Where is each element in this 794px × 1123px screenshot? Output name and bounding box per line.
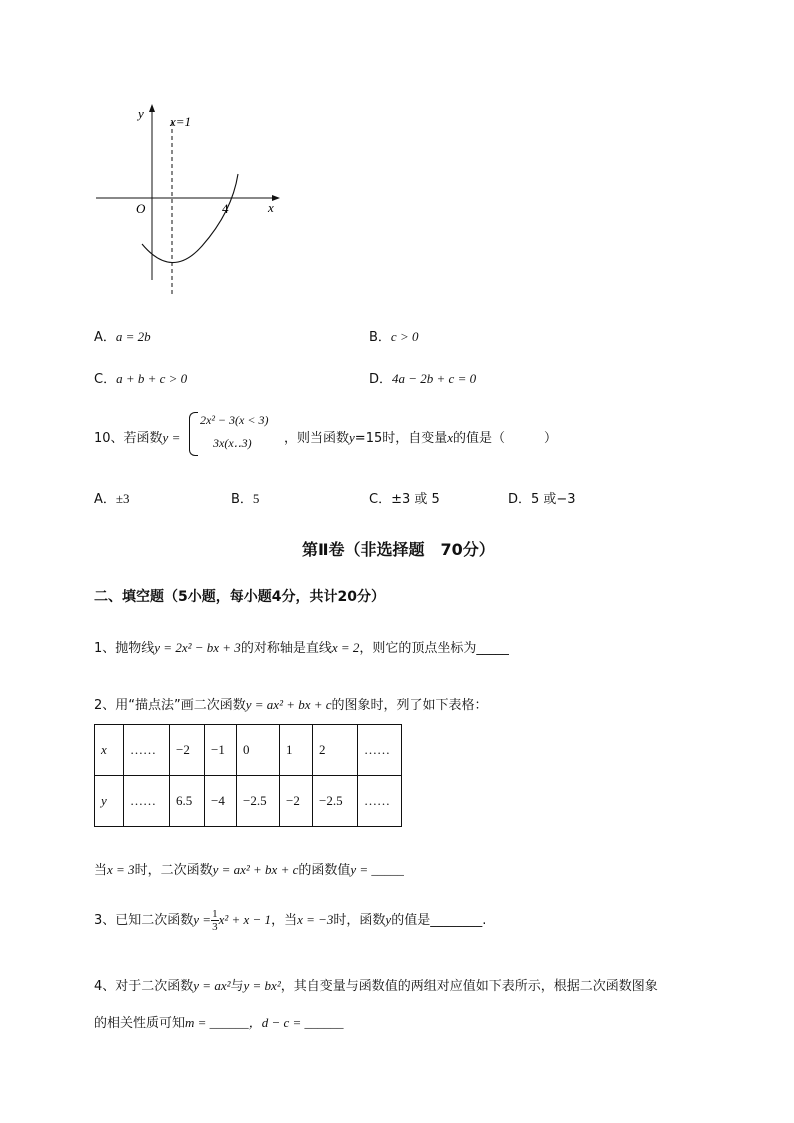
option-letter: A． bbox=[94, 330, 116, 345]
fill2b-ans: y = _____ bbox=[350, 862, 404, 877]
fraction bbox=[211, 908, 219, 933]
table-cell: …… bbox=[124, 776, 170, 827]
fill-question-2 bbox=[94, 694, 488, 713]
q10-middle: ，则当函数 bbox=[284, 431, 350, 446]
table-cell: −2 bbox=[280, 776, 313, 827]
option-letter: B． bbox=[369, 330, 391, 345]
table-cell: 2 bbox=[313, 725, 358, 776]
table-cell: 6.5 bbox=[170, 776, 205, 827]
fill3-y-eq: y = bbox=[193, 912, 212, 927]
fill-question-4-line2 bbox=[94, 1012, 344, 1031]
q10-case2: 3x(x‥3) bbox=[213, 436, 252, 450]
q10-x: x bbox=[447, 430, 454, 445]
q9-option-a bbox=[94, 326, 151, 345]
table-cell: …… bbox=[124, 725, 170, 776]
fill4-m: m = ______， bbox=[185, 1015, 262, 1030]
fraction-denominator: 3 bbox=[212, 921, 218, 933]
option-text: ±3 或 5 bbox=[391, 492, 440, 507]
fill-question-3 bbox=[94, 908, 486, 933]
values-table bbox=[94, 724, 402, 827]
part-title: 第Ⅱ卷（非选择题 70分） bbox=[302, 540, 495, 559]
q10-prefix-text: 10、若函数 bbox=[94, 431, 163, 446]
line-label: x=1 bbox=[170, 114, 192, 129]
option-letter: C． bbox=[94, 372, 117, 387]
fill3-prefix: 3、已知二次函数 bbox=[94, 913, 194, 928]
option-math: c > 0 bbox=[390, 329, 419, 344]
fill-question-2b bbox=[94, 859, 404, 878]
y-axis-label: y bbox=[138, 106, 144, 121]
table-cell: 1 bbox=[280, 725, 313, 776]
q10-rest bbox=[284, 427, 557, 446]
option-text: 5 bbox=[252, 491, 260, 506]
q10-case1: 2x² − 3(x < 3) bbox=[200, 413, 269, 427]
q9-option-b bbox=[369, 326, 418, 345]
fill4-suffix: ，其自变量与函数值的两组对应值如下表所示，根据二次函数图象 bbox=[280, 979, 658, 994]
q10-option-c bbox=[369, 488, 440, 507]
fill-question-4 bbox=[94, 975, 658, 994]
fill4-eq1: y = ax² bbox=[193, 978, 231, 993]
fill3-y: y bbox=[385, 912, 392, 927]
table-cell: y bbox=[95, 776, 124, 827]
table-cell: 0 bbox=[237, 725, 280, 776]
option-text: 5 或−3 bbox=[531, 492, 576, 507]
piecewise-brace bbox=[189, 412, 198, 456]
table-cell: −1 bbox=[205, 725, 237, 776]
q10-suffix: 的值是（ ） bbox=[453, 431, 558, 446]
fill1-eq: y = 2x² − bx + 3 bbox=[154, 640, 241, 655]
fill1-prefix: 1、抛物线 bbox=[94, 641, 155, 656]
fill4-and: 与 bbox=[230, 979, 244, 994]
option-letter: C． bbox=[369, 492, 392, 507]
fill2-suffix: 的图象时，列了如下表格： bbox=[331, 698, 488, 713]
table-cell: −2.5 bbox=[313, 776, 358, 827]
q10-option-b bbox=[231, 488, 259, 507]
q10-y-eq: y = bbox=[162, 430, 181, 445]
fill1-axis: x = 2 bbox=[331, 640, 360, 655]
fill1-suffix: ，则它的顶点坐标为_____ bbox=[359, 641, 509, 656]
table-cell: …… bbox=[358, 725, 402, 776]
fill1-mid: 的对称轴是直线 bbox=[240, 641, 332, 656]
table-cell: x bbox=[95, 725, 124, 776]
option-letter: D． bbox=[508, 492, 532, 507]
table-cell: −2.5 bbox=[237, 776, 280, 827]
option-text: ±3 bbox=[115, 491, 130, 506]
fill4-eq2: y = bx² bbox=[243, 978, 281, 993]
table-row bbox=[95, 725, 402, 776]
fill2b-mid: 时，二次函数 bbox=[134, 863, 213, 878]
table-row bbox=[95, 776, 402, 827]
option-math: 4a − 2b + c = 0 bbox=[392, 371, 477, 386]
table-cell: −4 bbox=[205, 776, 237, 827]
fill4-dc: d − c = ______ bbox=[261, 1015, 344, 1030]
fill3-mid: ，当 bbox=[271, 913, 298, 928]
option-letter: B． bbox=[231, 492, 253, 507]
fill2b-mid2: 的函数值 bbox=[298, 863, 351, 878]
option-math: a = 2b bbox=[115, 329, 151, 344]
q10-value: =15时，自变量 bbox=[354, 431, 448, 446]
q10-option-d bbox=[508, 488, 576, 507]
fill4-prefix: 4、对于二次函数 bbox=[94, 979, 194, 994]
fill3-rest: x² + x − 1 bbox=[218, 912, 272, 927]
fill3-cond: x = −3 bbox=[297, 912, 334, 927]
q9-option-c bbox=[94, 368, 187, 387]
option-math: a + b + c > 0 bbox=[116, 371, 188, 386]
fraction-numerator: 1 bbox=[212, 908, 218, 920]
table-cell: −2 bbox=[170, 725, 205, 776]
q10-prefix bbox=[94, 427, 180, 446]
fill3-end: 的值是________. bbox=[391, 913, 487, 928]
parabola-curve bbox=[142, 174, 238, 263]
fill3-suffix: 时，函数 bbox=[333, 913, 386, 928]
parabola-graph bbox=[90, 100, 290, 300]
y-axis-arrow bbox=[149, 104, 155, 112]
fill2b-prefix: 当 bbox=[94, 863, 108, 878]
q10-y: y bbox=[349, 430, 355, 445]
fill2-eq: y = ax² + bx + c bbox=[245, 697, 332, 712]
x-axis-label: x bbox=[268, 200, 274, 215]
fill-question-1 bbox=[94, 637, 509, 656]
q9-option-d bbox=[369, 368, 476, 387]
q10-option-a bbox=[94, 488, 130, 507]
option-letter: D． bbox=[369, 372, 393, 387]
fill4-line2-prefix: 的相关性质可知 bbox=[94, 1016, 186, 1031]
option-letter: A． bbox=[94, 492, 116, 507]
fill2-prefix: 2、用“描点法”画二次函数 bbox=[94, 698, 246, 713]
fill2b-eq: y = ax² + bx + c bbox=[212, 862, 299, 877]
origin-label: O bbox=[136, 201, 146, 216]
root-label: 4 bbox=[222, 201, 229, 216]
table-cell: …… bbox=[358, 776, 402, 827]
section-title: 二、填空题（5小题，每小题4分，共计20分） bbox=[94, 589, 385, 605]
fill2b-cond: x = 3 bbox=[107, 862, 135, 877]
